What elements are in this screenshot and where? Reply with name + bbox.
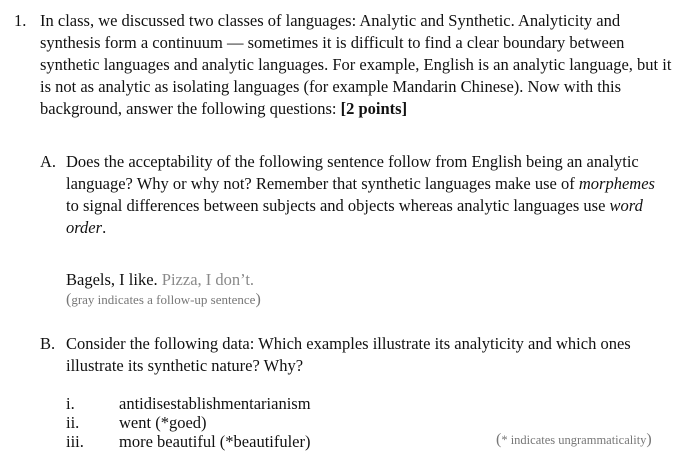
- part-a-prompt: [66, 151, 666, 239]
- gray-note: [66, 291, 261, 309]
- gray-note-close-paren: ): [255, 291, 261, 308]
- part-a-letter: A.: [40, 152, 57, 171]
- part-a-emphasis-word-order: word order: [66, 196, 643, 237]
- footnote-open-paren: (: [496, 431, 502, 448]
- footnote-close-paren: ): [646, 431, 652, 448]
- gray-note-open-paren: (: [66, 291, 72, 308]
- question-intro-text: In class, we discussed two classes of languages: Analytic and Synthetic. Analyticity and synthesis form a continuum — sometimes it is difficult to find a clear boundary between synthetic languages and analytic languages. For example, English is an analytic language, but it is not as analytic as isolating languages (for example Mandarin Chinese). Now with this background, answer the following questions:: [40, 11, 672, 118]
- part-a-text-2: to signal differences between subjects and objects whereas analytic languages use: [66, 196, 610, 215]
- question-intro: [40, 10, 680, 120]
- example-main-sentence: Bagels, I like.: [66, 270, 158, 289]
- list-item-numeral: i.: [66, 394, 75, 413]
- gray-note-text: gray indicates a follow-up sentence: [71, 292, 256, 307]
- part-b-letter: B.: [40, 334, 56, 353]
- question-points: [2 points]: [340, 99, 408, 118]
- list-item-text: antidisestablishmentarianism: [119, 394, 311, 413]
- list-item: [66, 394, 626, 413]
- part-a-text-1: Does the acceptability of the following sentence follow from English being an analytic language? Why or why not? Remember that synthetic languages make use of: [66, 152, 639, 193]
- part-b-prompt: Consider the following data: Which examples illustrate its analyticity and which ones illustrate its synthetic nature? Why?: [66, 334, 631, 375]
- part-a-text-3: .: [102, 218, 107, 237]
- list-item-text: went (*goed): [119, 413, 207, 432]
- question-number: 1.: [14, 11, 27, 30]
- footnote-text: * indicates ungrammaticality: [501, 433, 647, 447]
- list-item-numeral: ii.: [66, 413, 80, 432]
- example-followup-sentence: Pizza, I don’t.: [161, 270, 255, 289]
- ungrammaticality-note: [496, 431, 652, 449]
- list-item: [66, 413, 626, 432]
- part-a-emphasis-morphemes: morphemes: [578, 174, 655, 193]
- list-item-text: more beautiful (*beautifuler): [119, 432, 311, 451]
- list-item-numeral: iii.: [66, 432, 84, 451]
- example-sentence: [66, 269, 254, 291]
